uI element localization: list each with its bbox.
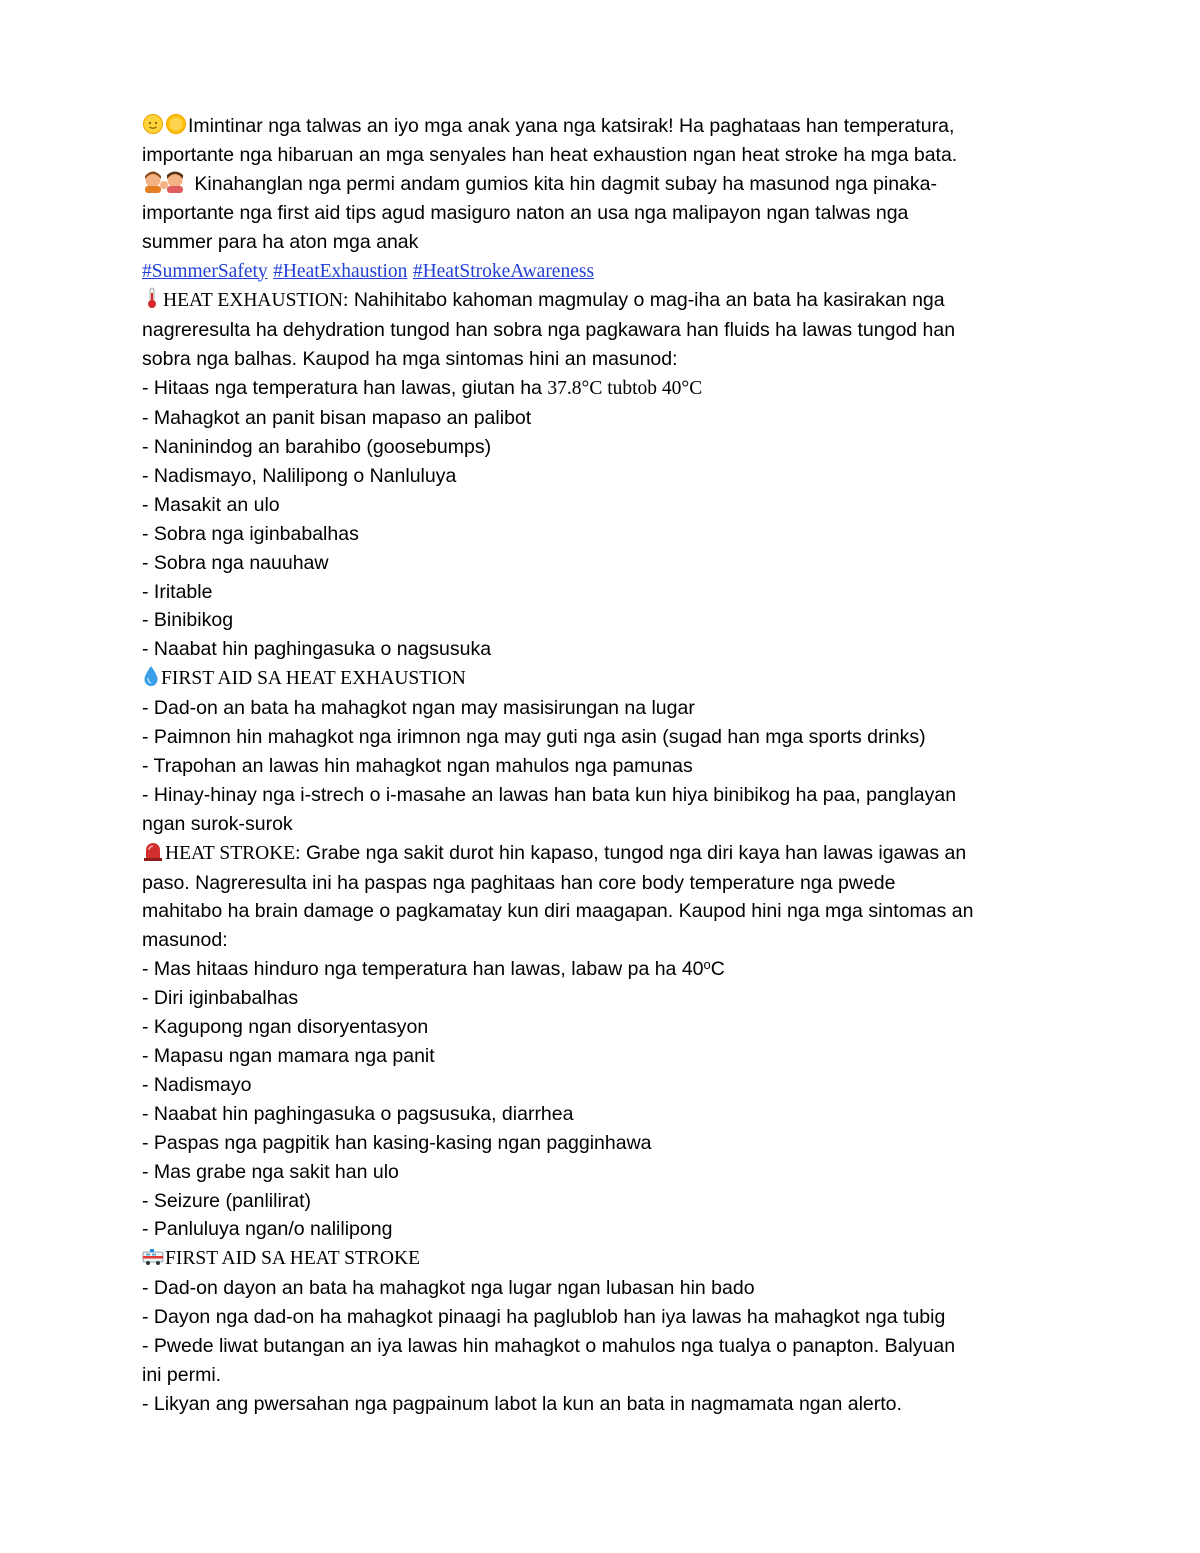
first-aid-stroke-heading-line	[142, 1244, 1072, 1274]
list-item: - Mas grabe nga sakit han ulo	[142, 1160, 399, 1183]
list-item: - Naninindog an barahibo (goosebumps)	[142, 435, 492, 458]
sun-icon	[165, 113, 187, 135]
list-item: - Dad-on dayon an bata ha mahagkot nga lugar ngan lubasan hin bado	[142, 1277, 755, 1300]
list-item: - Dad-on an bata ha mahagkot ngan may masisirungan na lugar	[142, 697, 695, 720]
hashtags	[142, 257, 1072, 287]
heat-exhaustion-heading: HEAT EXHAUSTION:	[163, 290, 349, 312]
sun-face-icon	[142, 113, 164, 135]
heat-exhaustion-desc-3: sobra nga balhas. Kaupod ha mga sintomas hini an masunod:	[142, 348, 678, 371]
hashtag-summer-safety[interactable]: #SummerSafety	[142, 260, 268, 282]
heat-stroke-desc-1: Grabe nga sakit durot hin kapaso, tungod nga diri kaya han lawas igawas an	[300, 841, 967, 864]
list-item: - Diri iginbabalhas	[142, 987, 299, 1010]
thermometer-icon	[142, 287, 162, 309]
list-item: - Pwede liwat butangan an iya lawas hin mahagkot o mahulos nga tualya o panapton. Balyuan	[142, 1335, 956, 1358]
hashtag-heat-stroke-awareness[interactable]: #HeatStrokeAwareness	[412, 260, 595, 282]
heat-stroke-desc-4: masunod:	[142, 929, 228, 952]
list-item: - Sobra nga nauuhaw	[142, 551, 329, 574]
list-item: ngan surok-surok	[142, 812, 293, 835]
water-drop-icon	[142, 665, 160, 687]
siren-icon	[142, 840, 164, 862]
heat-stroke-symptom-1	[142, 955, 1072, 984]
heat-stroke-heading: HEAT STROKE:	[165, 842, 301, 864]
list-item: - Trapohan an lawas hin mahagkot ngan mahulos nga pamunas	[142, 754, 693, 777]
list-item: - Sobra nga iginbabalhas	[142, 522, 359, 545]
symptom-text: - Hitaas nga temperatura han lawas, giutan ha	[142, 377, 548, 400]
degree-mark: o	[703, 957, 711, 973]
intro-line-1	[142, 112, 1072, 141]
list-item: - Likyan ang pwersahan nga pagpainum labot la kun an bata in nagmamata ngan alerto.	[142, 1392, 902, 1415]
heat-exhaustion-desc-2: nagreresulta ha dehydration tungod han sobra nga pagkawara han fluids ha lawas tungod han	[142, 319, 956, 342]
list-item: - Kagupong ngan disoryentasyon	[142, 1016, 429, 1039]
hashtag-heat-exhaustion[interactable]: #HeatExhaustion	[273, 260, 408, 282]
list-item: - Mapasu ngan mamara nga panit	[142, 1045, 435, 1067]
list-item: - Masakit an ulo	[142, 493, 280, 516]
list-item: - Panluluya ngan/o nalilipong	[142, 1218, 393, 1241]
list-item: - Dayon nga dad-on ha mahagkot pinaagi ha paglublob han iya lawas ha mahagkot nga tubig	[142, 1306, 946, 1329]
list-item: - Iritable	[142, 580, 213, 603]
first-aid-stroke-heading: FIRST AID SA HEAT STROKE	[165, 1248, 420, 1270]
intro-text-1: Imintinar nga talwas an iyo mga anak yana nga katsirak! Ha paghataas han temperatura,	[188, 115, 955, 137]
temperature-unit: C	[710, 958, 725, 981]
list-item: - Nadismayo	[142, 1073, 252, 1096]
list-item: - Mahagkot an panit bisan mapaso an palibot	[142, 407, 532, 430]
intro-line-4: importante nga first aid tips agud masiguro naton an usa nga malipayon ngan talwas nga	[142, 201, 909, 224]
heat-exhaustion-symptom-1	[142, 374, 1072, 404]
symptom-text: - Mas hitaas hinduro nga temperatura han lawas, labaw pa ha 40	[142, 958, 704, 981]
list-item: - Nadismayo, Nalilipong o Nanluluya	[142, 464, 457, 487]
heat-stroke-desc-3: mahitabo ha brain damage o pagkamatay kun diri maagapan. Kaupod hini nga mga sintomas an	[142, 900, 974, 923]
intro-line-3	[142, 170, 1072, 199]
heat-exhaustion-heading-line	[142, 286, 1072, 316]
list-item: - Naabat hin paghingasuka o pagsusuka, diarrhea	[142, 1102, 574, 1125]
intro-line-5: summer para ha aton mga anak	[142, 230, 419, 253]
list-item: - Naabat hin paghingasuka o nagsusuka	[142, 638, 492, 661]
heat-exhaustion-desc-1: Nahihitabo kahoman magmulay o mag-iha an bata ha kasirakan nga	[348, 289, 945, 312]
temperature-range: 37.8°C tubtob 40°C	[547, 378, 703, 400]
first-aid-exhaustion-heading-line	[142, 664, 1072, 694]
intro-line-2: importante nga hibaruan an mga senyales han heat exhaustion ngan heat stroke ha mga bata.	[142, 143, 958, 166]
ambulance-icon	[142, 1245, 164, 1267]
list-item: - Paimnon hin mahagkot nga irimnon nga may guti nga asin (sugad han mga sports drinks)	[142, 726, 926, 749]
list-item: - Paspas nga pagpitik han kasing-kasing ngan pagginhawa	[142, 1131, 652, 1154]
heat-stroke-desc-2: paso. Nagreresulta ini ha paspas nga paghitaas han core body temperature nga pwede	[142, 871, 896, 894]
document-body	[142, 112, 1072, 1419]
list-item: - Seizure (panlilirat)	[142, 1189, 312, 1212]
list-item: ini permi.	[142, 1363, 222, 1386]
intro-text-3: Kinahanglan nga permi andam gumios kita hin dagmit subay ha masunod nga pinaka-	[189, 172, 937, 195]
first-aid-exhaustion-heading: FIRST AID SA HEAT EXHAUSTION	[161, 668, 466, 690]
list-item: - Binibikog	[142, 609, 234, 632]
family-icon	[142, 171, 188, 193]
list-item: - Hinay-hinay nga i-strech o i-masahe an lawas han bata kun hiya binibikog ha paa, panglayan	[142, 783, 957, 806]
heat-stroke-heading-line	[142, 839, 1072, 869]
